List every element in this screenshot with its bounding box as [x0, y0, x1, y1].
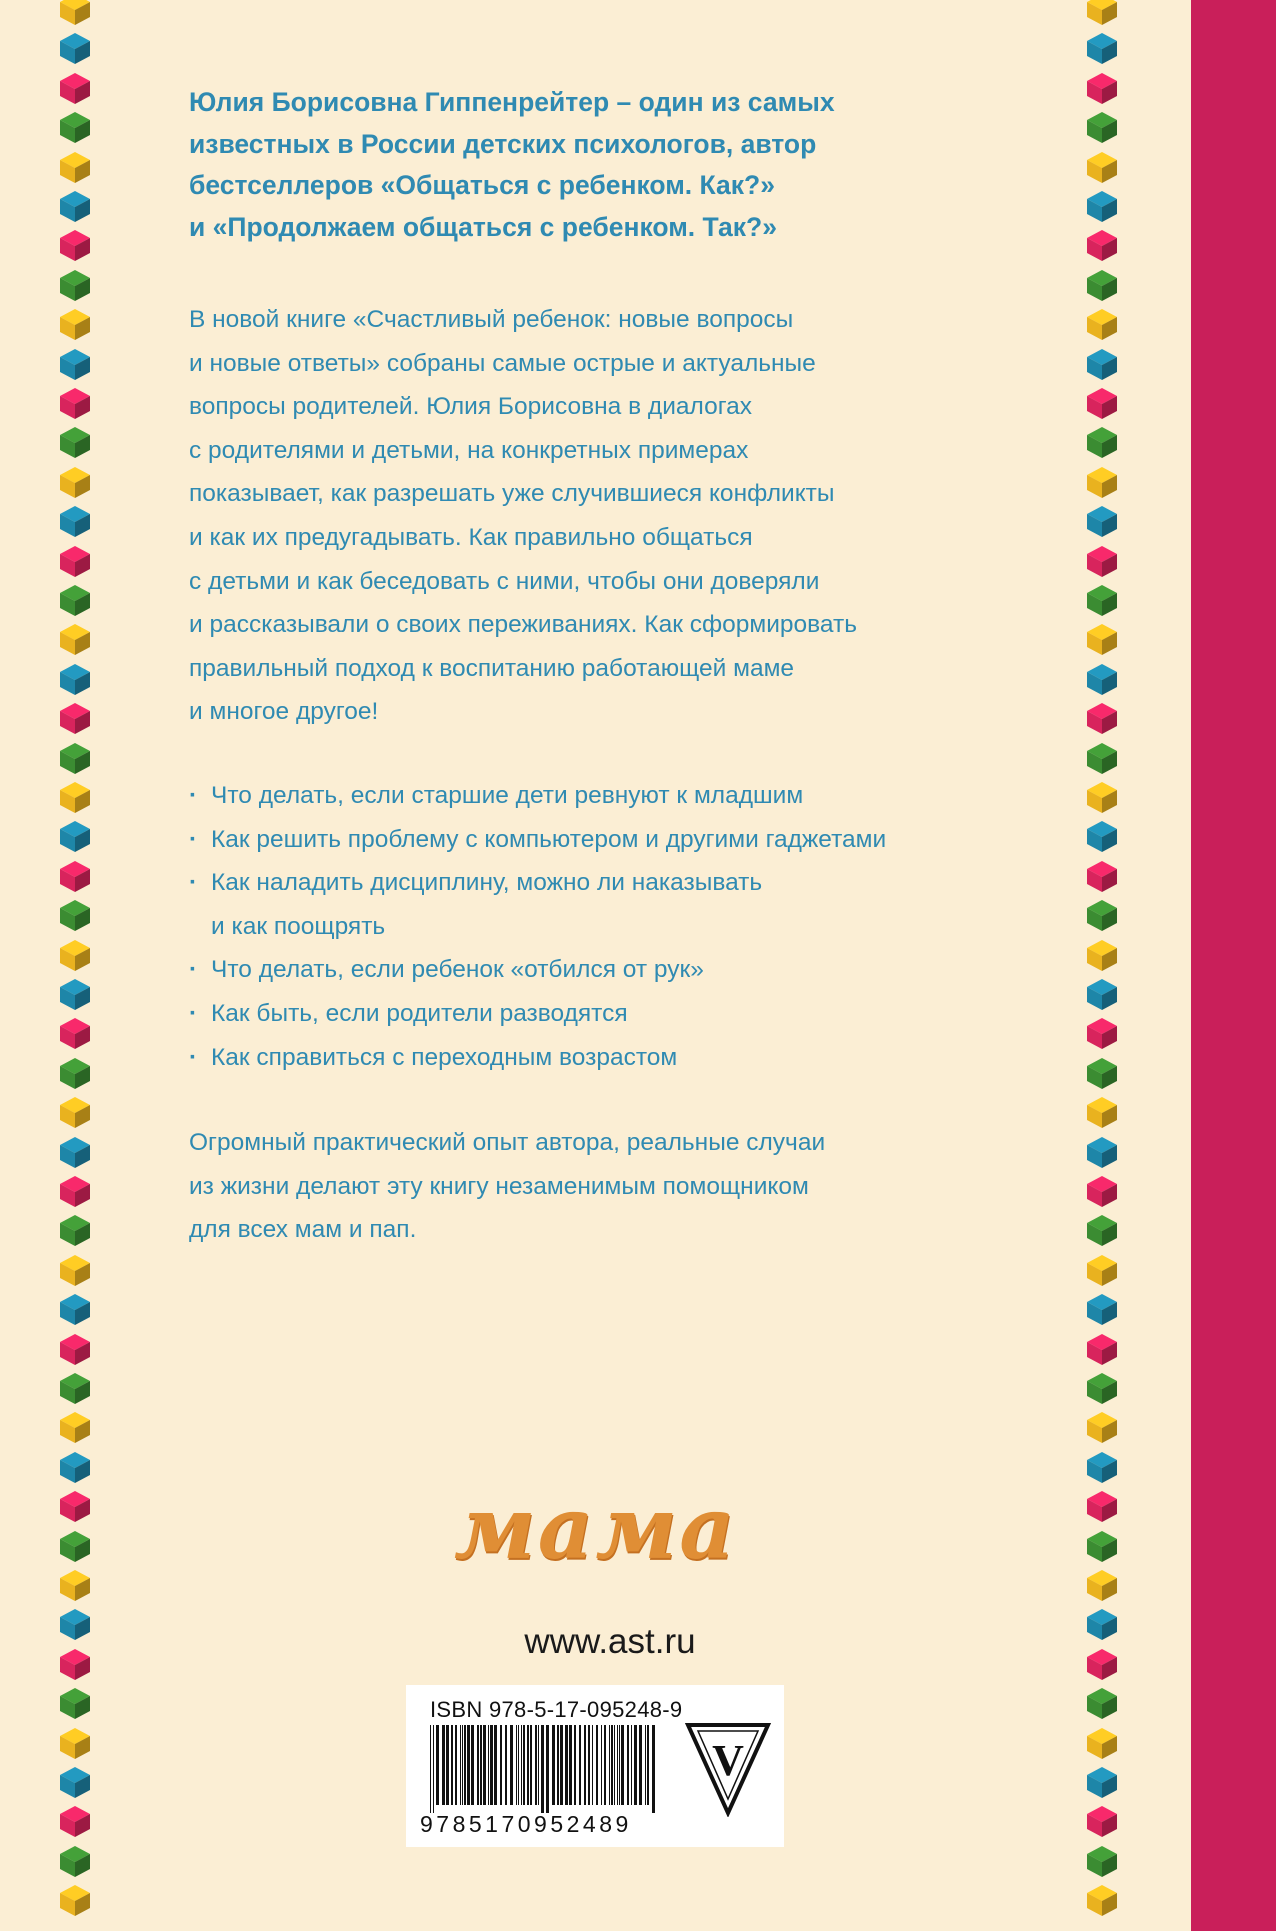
spine-stripe: [1191, 0, 1276, 1931]
teal-cube-icon: [58, 662, 92, 696]
pink-cube-icon: [58, 228, 92, 262]
green-cube-icon: [1085, 583, 1119, 617]
green-cube-icon: [58, 110, 92, 144]
barcode-bar: [510, 1725, 513, 1805]
green-cube-icon: [1085, 898, 1119, 932]
pink-cube-icon: [58, 1647, 92, 1681]
barcode-bar: [460, 1725, 461, 1805]
green-cube-icon: [1085, 1213, 1119, 1247]
barcode-bar: [500, 1725, 502, 1805]
yellow-cube-icon: [58, 622, 92, 656]
bullet-icon: ·: [189, 825, 198, 853]
barcode-bar: [538, 1725, 539, 1805]
list-item: · Что делать, если ребенок «отбился от рук»: [189, 948, 1009, 992]
barcode-bar: [621, 1725, 624, 1805]
bullet-icon: ·: [189, 781, 198, 809]
bullet-icon: ·: [189, 999, 198, 1027]
pink-cube-icon: [1085, 386, 1119, 420]
closing-paragraph: Огромный практический опыт автора, реальные случаи из жизни делают эту книгу незаменимым помощником для всех мам и пап.: [189, 1129, 826, 1244]
barcode-bar: [480, 1725, 482, 1805]
barcode-bar: [442, 1725, 445, 1805]
barcode-bar: [451, 1725, 453, 1805]
barcode-bar: [530, 1725, 532, 1805]
barcode-bar: [584, 1725, 586, 1805]
green-cube-icon: [58, 583, 92, 617]
teal-cube-icon: [58, 1765, 92, 1799]
teal-cube-icon: [1085, 1450, 1119, 1484]
description-paragraph: В новой книге «Счастливый ребенок: новые вопросы и новые ответы» собраны самые острые и актуальные вопросы родителей. Юлия Борисовна в диалогах с родителями и детьми, на конкретных примерах показывает, как разрешать уже случившиеся конфликты и как их предугадывать. Как правильно общаться с детьми и как беседовать с ними, чтобы они доверяли и рассказывали о своих переживаниях. Как сформировать правильный подход к воспитанию работающей маме и многое другое!: [189, 306, 857, 726]
publisher-mark: V: [712, 1736, 744, 1785]
barcode-bar: [619, 1725, 620, 1805]
barcode-bar: [611, 1725, 613, 1805]
barcode-bar: [433, 1725, 434, 1813]
barcode-bar: [518, 1725, 519, 1805]
barcode-bar: [647, 1725, 649, 1805]
green-cube-icon: [58, 1844, 92, 1878]
teal-cube-icon: [1085, 1607, 1119, 1641]
barcode-bar: [592, 1725, 593, 1805]
topics-list: [189, 774, 1009, 1079]
yellow-cube-icon: [1085, 1410, 1119, 1444]
green-cube-icon: [1085, 268, 1119, 302]
isbn-label: ISBN 978-5-17-095248-9: [430, 1697, 683, 1722]
green-cube-icon: [58, 898, 92, 932]
list-item: · Как решить проблему с компьютером и другими гаджетами: [189, 818, 1009, 862]
green-cube-icon: [58, 1213, 92, 1247]
yellow-cube-icon: [1085, 1253, 1119, 1287]
barcode-bar: [552, 1725, 555, 1805]
barcode-bar: [516, 1725, 517, 1805]
teal-cube-icon: [58, 1450, 92, 1484]
pink-cube-icon: [58, 859, 92, 893]
website-link[interactable]: www.ast.ru: [524, 1622, 696, 1661]
teal-cube-icon: [58, 819, 92, 853]
pink-cube-icon: [1085, 1804, 1119, 1838]
teal-cube-icon: [1085, 31, 1119, 65]
green-cube-icon: [58, 1371, 92, 1405]
list-item: · Как наладить дисциплину, можно ли наказывать и как поощрять: [189, 861, 1009, 948]
pink-cube-icon: [58, 71, 92, 105]
barcode-bar: [645, 1725, 646, 1805]
barcode-bar: [494, 1725, 497, 1805]
bullet-icon: ·: [189, 869, 198, 897]
yellow-cube-icon: [58, 780, 92, 814]
yellow-cube-icon: [1085, 622, 1119, 656]
pink-cube-icon: [1085, 1647, 1119, 1681]
barcode-bar: [588, 1725, 590, 1805]
publisher-triangle-icon: [684, 1721, 772, 1817]
barcode-bar: [609, 1725, 610, 1805]
barcode-bar: [430, 1725, 431, 1813]
teal-cube-icon: [58, 1607, 92, 1641]
teal-cube-icon: [58, 504, 92, 538]
pink-cube-icon: [1085, 544, 1119, 578]
barcode-bar: [617, 1725, 618, 1805]
barcode-bar: [604, 1725, 606, 1805]
pink-cube-icon: [58, 701, 92, 735]
yellow-cube-icon: [58, 465, 92, 499]
barcode-bar: [631, 1725, 632, 1805]
barcode-bar: [560, 1725, 563, 1805]
teal-cube-icon: [1085, 662, 1119, 696]
barcode-bar: [535, 1725, 537, 1805]
list-item: · Что делать, если старшие дети ревнуют к младшим: [189, 774, 1009, 818]
yellow-cube-icon: [58, 150, 92, 184]
green-cube-icon: [1085, 741, 1119, 775]
teal-cube-icon: [1085, 1135, 1119, 1169]
pink-cube-icon: [1085, 859, 1119, 893]
teal-cube-icon: [58, 1292, 92, 1326]
green-cube-icon: [58, 1529, 92, 1563]
pink-cube-icon: [58, 1489, 92, 1523]
yellow-cube-icon: [1085, 1568, 1119, 1602]
barcode-bar: [627, 1725, 629, 1805]
pink-cube-icon: [58, 1174, 92, 1208]
green-cube-icon: [1085, 425, 1119, 459]
pink-cube-icon: [58, 1804, 92, 1838]
barcode-bar: [579, 1725, 581, 1805]
barcode-bar: [523, 1725, 525, 1805]
green-cube-icon: [58, 1686, 92, 1720]
yellow-cube-icon: [58, 0, 92, 26]
pink-cube-icon: [58, 1016, 92, 1050]
list-item: · Как справиться с переходным возрастом: [189, 1036, 1009, 1080]
barcode-panel: [406, 1685, 784, 1847]
bullet-icon: ·: [189, 956, 198, 984]
green-cube-icon: [1085, 1844, 1119, 1878]
yellow-cube-icon: [58, 307, 92, 341]
barcode-bar: [464, 1725, 466, 1805]
barcode-bar: [574, 1725, 576, 1805]
pink-cube-icon: [1085, 1174, 1119, 1208]
barcode-bar: [483, 1725, 486, 1805]
barcode-bar: [462, 1725, 463, 1805]
teal-cube-icon: [58, 347, 92, 381]
pink-cube-icon: [1085, 1016, 1119, 1050]
barcode-bar: [557, 1725, 559, 1805]
green-cube-icon: [58, 425, 92, 459]
right-cube-border: [1085, 0, 1125, 1931]
teal-cube-icon: [1085, 1765, 1119, 1799]
barcode-bar: [527, 1725, 529, 1805]
yellow-cube-icon: [1085, 307, 1119, 341]
barcode-bar: [467, 1725, 470, 1805]
barcode-bar: [446, 1725, 449, 1805]
barcode-bar: [634, 1725, 637, 1805]
pink-cube-icon: [1085, 71, 1119, 105]
yellow-cube-icon: [58, 1253, 92, 1287]
author-intro: Юлия Борисовна Гиппенрейтер – один из самых известных в России детских психологов, автор бестселлеров «Общаться с ребенком. Как?» и «Продолжаем общаться с ребенком. Так?»: [189, 87, 835, 242]
barcode-bar: [601, 1725, 602, 1805]
pink-cube-icon: [58, 386, 92, 420]
barcode-bar: [639, 1725, 642, 1805]
green-cube-icon: [58, 268, 92, 302]
teal-cube-icon: [1085, 504, 1119, 538]
yellow-cube-icon: [1085, 780, 1119, 814]
teal-cube-icon: [58, 1135, 92, 1169]
yellow-cube-icon: [58, 1410, 92, 1444]
teal-cube-icon: [58, 189, 92, 223]
teal-cube-icon: [1085, 977, 1119, 1011]
green-cube-icon: [1085, 1529, 1119, 1563]
bullet-icon: ·: [189, 1043, 198, 1071]
yellow-cube-icon: [1085, 1095, 1119, 1129]
teal-cube-icon: [1085, 189, 1119, 223]
yellow-cube-icon: [58, 1883, 92, 1917]
pink-cube-icon: [1085, 1332, 1119, 1366]
yellow-cube-icon: [1085, 465, 1119, 499]
barcode-bar: [455, 1725, 457, 1805]
yellow-cube-icon: [1085, 1883, 1119, 1917]
yellow-cube-icon: [1085, 938, 1119, 972]
barcode-bar: [541, 1725, 544, 1813]
barcode-digits: 9785170952489: [420, 1811, 632, 1837]
barcode-bar: [505, 1725, 507, 1805]
barcode-bar: [569, 1725, 572, 1805]
green-cube-icon: [1085, 110, 1119, 144]
teal-cube-icon: [1085, 819, 1119, 853]
yellow-cube-icon: [1085, 1726, 1119, 1760]
barcode-bar: [471, 1725, 474, 1805]
mama-series-logo: мама: [454, 1478, 737, 1579]
yellow-cube-icon: [1085, 0, 1119, 26]
teal-cube-icon: [1085, 1292, 1119, 1326]
left-cube-border: [58, 0, 98, 1931]
list-item: · Как быть, если родители разводятся: [189, 992, 1009, 1036]
barcode-bar: [436, 1725, 439, 1805]
green-cube-icon: [1085, 1056, 1119, 1090]
green-cube-icon: [1085, 1686, 1119, 1720]
barcode-bar: [546, 1725, 549, 1813]
teal-cube-icon: [1085, 347, 1119, 381]
barcode-bar: [596, 1725, 598, 1805]
green-cube-icon: [1085, 1371, 1119, 1405]
barcode-bar: [521, 1725, 522, 1805]
barcode-icon: [430, 1725, 660, 1813]
pink-cube-icon: [1085, 1489, 1119, 1523]
back-cover-text: [189, 82, 1009, 1252]
pink-cube-icon: [58, 544, 92, 578]
teal-cube-icon: [58, 31, 92, 65]
yellow-cube-icon: [58, 1095, 92, 1129]
barcode-bar: [490, 1725, 493, 1805]
barcode-bar: [477, 1725, 479, 1805]
barcode-bar: [614, 1725, 615, 1805]
pink-cube-icon: [1085, 701, 1119, 735]
yellow-cube-icon: [58, 1726, 92, 1760]
green-cube-icon: [58, 741, 92, 775]
barcode-bar: [565, 1725, 568, 1805]
yellow-cube-icon: [58, 1568, 92, 1602]
green-cube-icon: [58, 1056, 92, 1090]
pink-cube-icon: [1085, 228, 1119, 262]
teal-cube-icon: [58, 977, 92, 1011]
yellow-cube-icon: [1085, 150, 1119, 184]
yellow-cube-icon: [58, 938, 92, 972]
pink-cube-icon: [58, 1332, 92, 1366]
barcode-bar: [488, 1725, 489, 1805]
barcode-bar: [652, 1725, 655, 1813]
